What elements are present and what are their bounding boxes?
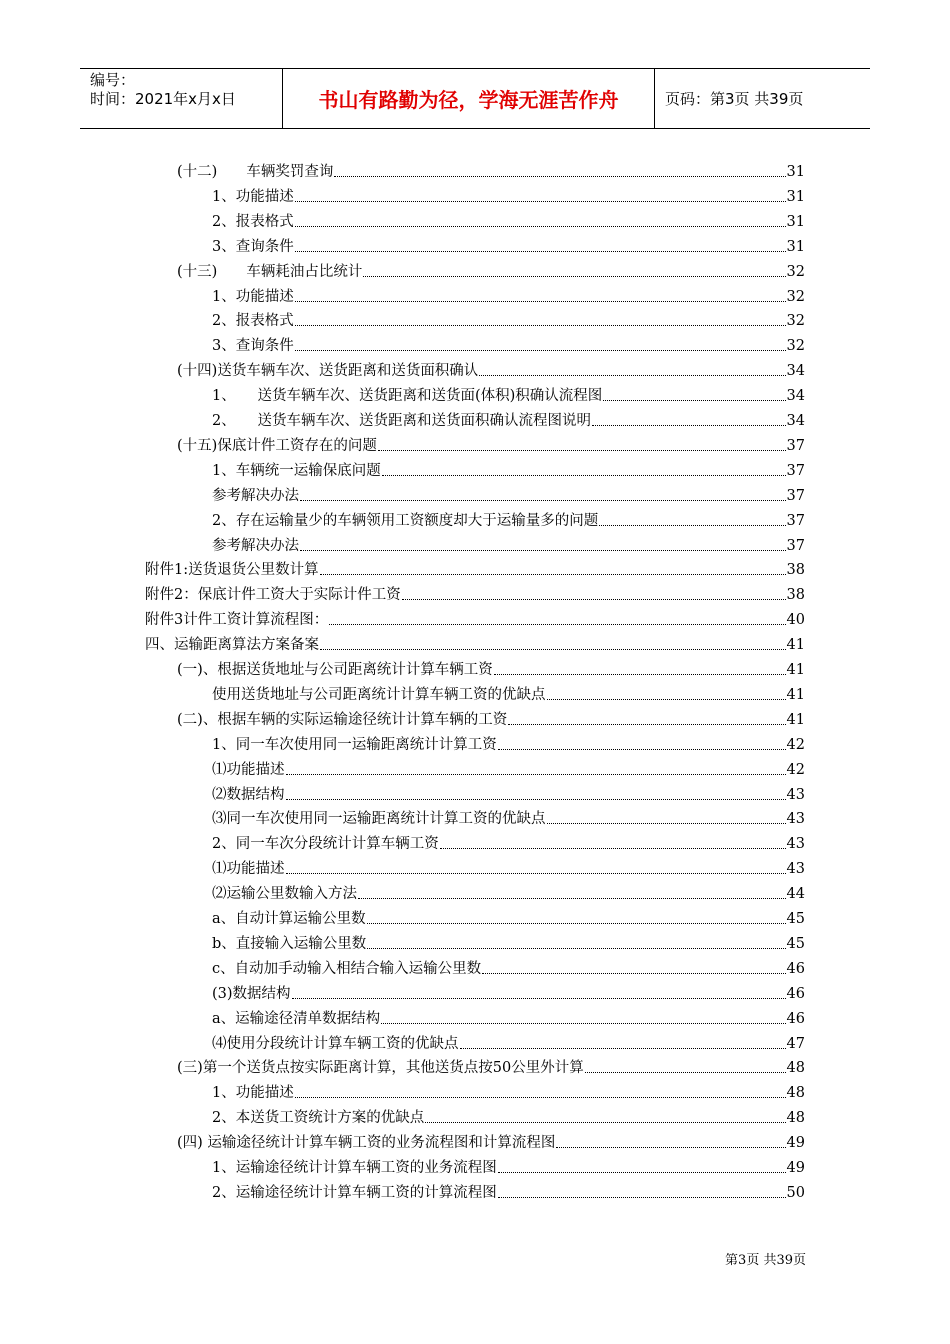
toc-entry-title: ⑵运输公里数输入方法 (212, 886, 357, 903)
toc-dot-leader (425, 1121, 785, 1123)
toc-entry-title: (十四)送货车辆车次、送货距离和送货面积确认 (177, 363, 479, 380)
toc-entry-title: 3、查询条件 (212, 238, 294, 255)
toc-entry-title: (十五)保底计件工资存在的问题 (177, 437, 377, 454)
toc-dot-leader (300, 549, 786, 551)
toc-entry[interactable] (212, 879, 805, 903)
toc-dot-leader (479, 374, 785, 376)
toc-dot-leader (592, 424, 786, 426)
toc-entry-title: (十二) 车辆奖罚查询 (177, 164, 334, 180)
toc-entry-title: 1、功能描述 (212, 288, 294, 305)
toc-entry[interactable] (212, 730, 805, 754)
toc-entry[interactable] (145, 630, 805, 654)
toc-entry-page: 41 (786, 637, 805, 654)
toc-entry[interactable] (212, 1153, 805, 1177)
toc-entry[interactable] (212, 954, 805, 978)
toc-entry[interactable] (212, 506, 805, 530)
toc-entry[interactable] (212, 306, 805, 330)
toc-entry-title: 参考解决办法 (212, 487, 299, 504)
toc-dot-leader (295, 300, 786, 302)
toc-entry-page: 34 (786, 388, 805, 405)
toc-entry-page: 43 (786, 836, 805, 853)
toc-entry-page: 43 (786, 861, 805, 878)
toc-entry-page: 44 (786, 886, 805, 903)
toc-entry-title: 2、运输途径统计计算车辆工资的计算流程图 (212, 1184, 497, 1201)
number-label: 编号： (90, 71, 136, 89)
toc-entry-title: (十三) 车辆耗油占比统计 (177, 263, 363, 280)
toc-entry-page: 31 (786, 213, 805, 230)
toc-entry[interactable] (177, 431, 805, 455)
toc-entry-title: (三)第一个送货点按实际距离计算，其他送货点按50公里外计算 (177, 1060, 584, 1077)
toc-entry[interactable] (212, 481, 805, 505)
toc-entry-page: 48 (786, 1110, 805, 1127)
toc-entry-title: b、直接输入运输公里数 (212, 935, 367, 952)
toc-entry[interactable] (212, 929, 805, 953)
header-motto: 书山有路勤为径，学海无涯苦作舟 (282, 69, 655, 128)
toc-entry-title: 1、 送货车辆车次、送货距离和送货面(体积)积确认流程图 (212, 388, 603, 405)
toc-entry-page: 48 (786, 1085, 805, 1102)
toc-entry-page: 45 (786, 935, 805, 952)
toc-entry-page: 43 (786, 811, 805, 828)
toc-entry-title: a、运输途径清单数据结构 (212, 1010, 381, 1027)
toc-dot-leader (292, 997, 786, 999)
toc-dot-leader (402, 598, 786, 600)
toc-entry-title: 2、本送货工资统计方案的优缺点 (212, 1110, 425, 1127)
toc-dot-leader (295, 225, 786, 227)
toc-entry-page: 40 (786, 612, 805, 629)
toc-dot-leader (286, 798, 786, 800)
toc-entry-page: 31 (786, 238, 805, 255)
toc-entry[interactable] (212, 456, 805, 480)
toc-dot-leader (334, 175, 785, 177)
toc-entry-page: 41 (786, 711, 805, 728)
toc-entry[interactable] (212, 282, 805, 306)
toc-dot-leader (556, 1146, 785, 1148)
toc-dot-leader (440, 847, 786, 849)
toc-entry-page: 46 (786, 960, 805, 977)
toc-entry-title: 1、同一车次使用同一运输距离统计计算工资 (212, 736, 497, 753)
toc-dot-leader (547, 822, 786, 824)
toc-dot-leader (547, 698, 786, 700)
toc-dot-leader (329, 623, 785, 625)
toc-entry[interactable] (177, 356, 805, 380)
toc-entry-page: 42 (786, 761, 805, 778)
toc-entry[interactable] (212, 1004, 805, 1028)
page-header (80, 68, 870, 129)
toc-entry[interactable] (145, 580, 805, 604)
toc-entry[interactable] (212, 829, 805, 853)
toc-dot-leader (494, 673, 786, 675)
toc-entry-title: 使用送货地址与公司距离统计计算车辆工资的优缺点 (212, 686, 546, 703)
toc-entry-page: 47 (786, 1035, 805, 1052)
toc-entry-title: 2、报表格式 (212, 313, 294, 330)
toc-dot-leader (482, 972, 785, 974)
toc-entry[interactable] (177, 1128, 805, 1152)
toc-entry-page: 38 (786, 587, 805, 604)
toc-entry-title: 2、同一车次分段统计计算车辆工资 (212, 836, 439, 853)
toc-entry-page: 37 (786, 437, 805, 454)
toc-entry-page: 32 (786, 288, 805, 305)
toc-entry[interactable] (212, 381, 805, 405)
toc-entry-page: 49 (786, 1160, 805, 1176)
toc-dot-leader (295, 349, 786, 351)
toc-dot-leader (599, 524, 785, 526)
toc-dot-leader (498, 1196, 786, 1198)
toc-entry[interactable] (212, 406, 805, 430)
toc-entry-title: 附件3计件工资计算流程图： (145, 612, 329, 629)
toc-entry[interactable] (212, 780, 805, 804)
toc-dot-leader (300, 499, 786, 501)
toc-entry-title: 参考解决办法 (212, 537, 299, 554)
toc-entry[interactable] (212, 1029, 805, 1053)
toc-dot-leader (358, 897, 786, 899)
toc-entry-page: 37 (786, 512, 805, 529)
toc-entry-title: 1、功能描述 (212, 1085, 294, 1102)
toc-dot-leader (320, 573, 786, 575)
toc-entry-page: 37 (786, 537, 805, 554)
toc-dot-leader (603, 399, 785, 401)
toc-entry-page: 38 (786, 562, 805, 579)
toc-entry-page: 42 (786, 736, 805, 753)
toc-entry[interactable] (212, 1078, 805, 1102)
toc-entry-page: 48 (786, 1060, 805, 1077)
toc-entry[interactable] (212, 232, 805, 256)
time-label: 时间：2021年x月x日 (90, 90, 236, 108)
toc-entry-title: 1、运输途径统计计算车辆工资的业务流程图 (212, 1160, 497, 1176)
toc-entry[interactable] (177, 1053, 805, 1077)
toc-entry-title: (四) 运输途径统计计算车辆工资的业务流程图和计算流程图 (177, 1135, 556, 1152)
toc-entry-title: 1、车辆统一运输保底问题 (212, 462, 381, 479)
toc-entry[interactable] (212, 755, 805, 779)
toc-dot-leader (286, 773, 786, 775)
toc-dot-leader (498, 748, 786, 750)
toc-entry-page: 41 (786, 686, 805, 703)
toc-entry-title: ⑴功能描述 (212, 761, 285, 778)
toc-dot-leader (295, 200, 786, 202)
toc-entry-title: a、自动计算运输公里数 (212, 911, 366, 927)
toc-entry[interactable] (212, 1103, 805, 1127)
toc-entry-page: 34 (786, 363, 805, 380)
toc-entry[interactable] (212, 1178, 805, 1202)
toc-entry-page: 46 (786, 985, 805, 1002)
toc-entry-title: 2、 送货车辆车次、送货距离和送货面积确认流程图说明 (212, 413, 591, 429)
toc-dot-leader (498, 1171, 786, 1173)
header-meta (80, 69, 282, 128)
toc-dot-leader (508, 723, 785, 725)
toc-dot-leader (295, 250, 786, 252)
toc-entry-page: 32 (786, 313, 805, 330)
toc-entry-title: c、自动加手动输入相结合输入运输公里数 (212, 960, 482, 977)
toc-entry-page: 32 (786, 338, 805, 355)
toc-entry-title: ⑶同一车次使用同一运输距离统计计算工资的优缺点 (212, 811, 546, 828)
toc-dot-leader (585, 1071, 786, 1073)
toc-dot-leader (382, 474, 786, 476)
toc-entry[interactable] (145, 555, 805, 579)
toc-entry[interactable] (212, 182, 805, 206)
toc-entry-page: 45 (786, 911, 805, 927)
toc-entry-page: 43 (786, 786, 805, 803)
toc-entry-page: 49 (786, 1135, 805, 1152)
toc-entry-page: 37 (786, 487, 805, 504)
toc-entry[interactable] (212, 680, 805, 704)
toc-entry-page: 37 (786, 462, 805, 479)
toc-entry-title: 附件1:送货退货公里数计算 (145, 562, 319, 579)
toc-dot-leader (381, 1022, 785, 1024)
toc-dot-leader (460, 1047, 786, 1049)
toc-entry[interactable] (177, 655, 805, 679)
toc-entry-page: 41 (786, 662, 805, 678)
toc-entry[interactable] (212, 207, 805, 231)
toc-entry[interactable] (177, 157, 805, 181)
toc-entry-title: 3、查询条件 (212, 338, 294, 355)
toc-entry-page: 50 (786, 1184, 805, 1201)
toc-entry-page: 31 (786, 188, 805, 205)
toc-entry[interactable] (212, 531, 805, 555)
toc-entry-title: (二)、根据车辆的实际运输途径统计计算车辆的工资 (177, 711, 508, 728)
toc-entry[interactable] (212, 804, 805, 828)
toc-entry[interactable] (145, 605, 805, 629)
toc-dot-leader (378, 449, 786, 451)
toc-entry-title: 2、存在运输量少的车辆领用工资额度却大于运输量多的问题 (212, 512, 599, 529)
toc-dot-leader (363, 275, 785, 277)
toc-entry-page: 34 (786, 413, 805, 429)
toc-entry[interactable] (177, 257, 805, 281)
toc-entry-title: 2、报表格式 (212, 213, 294, 230)
toc-entry-title: 四、运输距离算法方案备案 (145, 637, 319, 654)
toc-entry-title: (3)数据结构 (212, 985, 291, 1002)
toc-dot-leader (367, 947, 785, 949)
toc-entry-title: 附件2：保底计件工资大于实际计件工资 (145, 587, 401, 604)
toc-entry-page: 31 (786, 164, 805, 180)
page-footer: 第3页 共39页 (725, 1253, 806, 1268)
toc-entry-page: 32 (786, 263, 805, 280)
toc-entry[interactable] (212, 331, 805, 355)
toc-entry-title: ⑷使用分段统计计算车辆工资的优缺点 (212, 1035, 459, 1052)
toc-entry-title: ⑴功能描述 (212, 861, 285, 878)
toc-dot-leader (295, 324, 786, 326)
toc-dot-leader (286, 872, 786, 874)
toc-entry-page: 46 (786, 1010, 805, 1027)
toc-dot-leader (295, 1096, 786, 1098)
toc-entry[interactable] (212, 904, 805, 928)
toc-dot-leader (367, 922, 786, 924)
toc-entry[interactable] (177, 705, 805, 729)
toc-entry-title: ⑵数据结构 (212, 786, 285, 803)
toc-entry-title: 1、功能描述 (212, 188, 294, 205)
toc-entry-title: (一)、根据送货地址与公司距离统计计算车辆工资 (177, 662, 493, 678)
toc-dot-leader (320, 648, 786, 650)
toc-entry[interactable] (212, 979, 805, 1003)
toc-entry[interactable] (212, 854, 805, 878)
header-page-label: 页码：第3页 共39页 (665, 90, 804, 108)
